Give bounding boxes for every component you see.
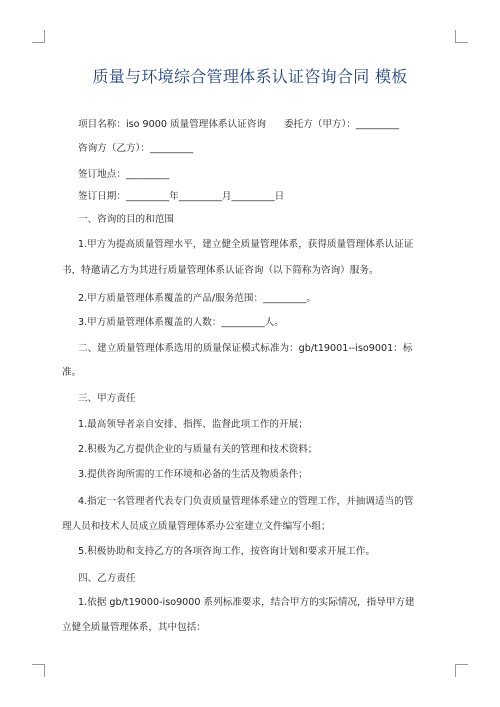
consultant-party: 咨询方（乙方）：_________ <box>78 143 194 154</box>
section-heading: 二、建立质量管理体系选用的质量保证模式标准为：gb/t19001--iso9001：标 <box>78 343 413 354</box>
paragraph-line: 3.甲方质量管理体系覆盖的人数：_________人。 <box>78 317 284 328</box>
document-title: 质量与环境综合管理体系认证咨询合同 模板 <box>92 67 408 86</box>
paragraph-line: 立健全质量管理体系，其中包括： <box>62 622 206 633</box>
paragraph-line: 5.积极协助和支持乙方的各项咨询工作，按咨询计划和要求开展工作。 <box>78 546 375 557</box>
paragraph-line: 书，特邀请乙方为其进行质量管理体系认证咨询（以下简称为咨询）服务。 <box>62 265 379 276</box>
crop-mark-bottom-right <box>455 664 468 677</box>
section-heading: 四、乙方责任 <box>78 573 136 584</box>
signing-date: 签订日期：_________年_________月_________日 <box>78 191 285 202</box>
section-heading: 三、甲方责任 <box>78 393 136 404</box>
client-party: 委托方（甲方）：_________ <box>283 119 400 130</box>
paragraph-line: 2.甲方质量管理体系覆盖的产品/服务范围：_________。 <box>78 293 316 304</box>
paragraph-line: 4.指定一名管理者代表专门负责质量管理体系建立的管理工作，并抽调适当的管 <box>78 496 414 507</box>
crop-mark-bottom-left <box>32 664 45 677</box>
paragraph-line: 准。 <box>62 367 82 378</box>
paragraph-line: 理人员和技术人员成立质量管理体系办公室建立文件编写小组； <box>62 521 331 532</box>
paragraph-line: 1.甲方为提高质量管理水平，建立健全质量管理体系，获得质量管理体系认证证 <box>78 239 414 250</box>
paragraph-line: 3.提供咨询所需的工作环境和必备的生活及物质条件； <box>78 469 308 480</box>
crop-mark-top-right <box>455 30 468 43</box>
signing-place: 签订地点：_________ <box>78 169 170 180</box>
paragraph-line: 1.最高领导者亲自安排、指挥、监督此项工作的开展； <box>78 419 308 430</box>
project-line <box>78 118 399 131</box>
project-name: 项目名称：iso 9000 质量管理体系认证咨询 <box>78 119 266 130</box>
crop-mark-top-left <box>32 30 45 43</box>
section-heading: 一、咨询的目的和范围 <box>78 214 174 225</box>
paragraph-line: 2.积极为乙方提供企业的与质量有关的管理和技术资料； <box>78 444 318 455</box>
paragraph-line: 1.依据 gb/t19000-iso9000 系列标准要求，结合甲方的实际情况，指导甲方建 <box>78 597 415 608</box>
